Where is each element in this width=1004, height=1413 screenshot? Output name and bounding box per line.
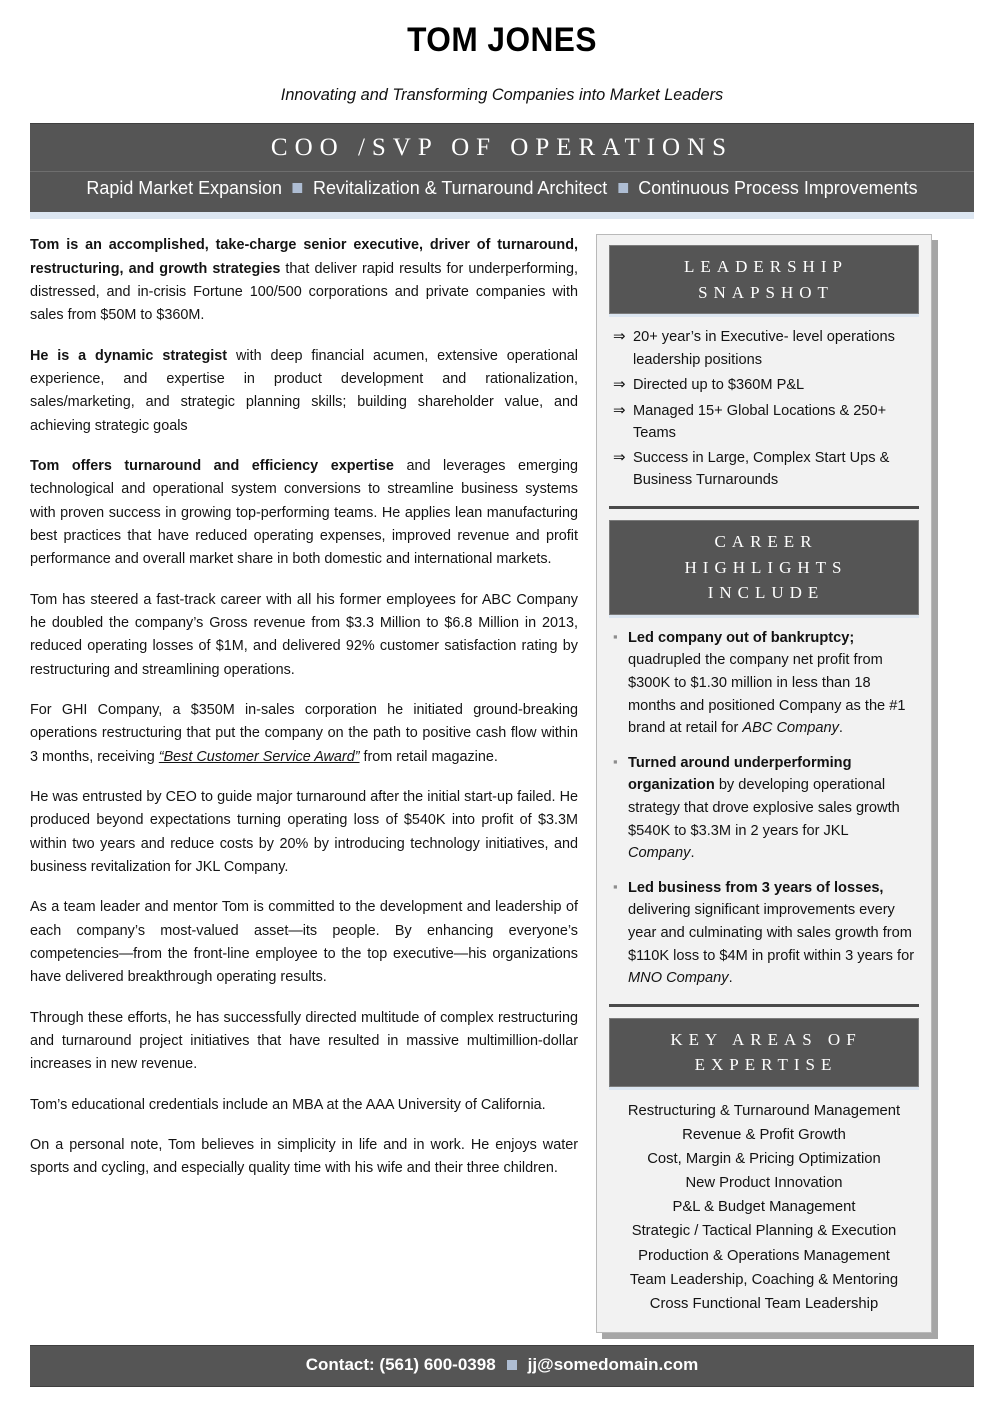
career-highlight-item: [613, 752, 915, 865]
company-name: MNO Company: [628, 970, 729, 987]
career-highlight-text: Turned around underperforming organization by developing operational strategy that drove explosive sales growth $540K to $3.3M in 2 years for JKL Company.: [628, 754, 900, 862]
heading-line-1: CAREER: [714, 532, 818, 552]
candidate-name: TOM JONES: [407, 21, 597, 59]
sidebar-column: [596, 234, 956, 1332]
summary-paragraph: He is a dynamic strategist with deep financial acumen, extensive operational experience, and expertise in product development and rationalization, sales/marketing, and strategic planning skills; building shareholder value, and achieving strategic goals: [30, 347, 579, 434]
company-name: ABC Company: [742, 720, 839, 737]
paragraph-lead: Tom is an accomplished, take-charge senior executive, driver of turnaround, restructuring, and growth strategies: [30, 237, 578, 277]
summary-paragraph: Tom is an accomplished, take-charge senior executive, driver of turnaround, restructuring, and growth strategies that deliver rapid results for underperforming, distressed, and in-crisis Fortune 100/500 corporations and private companies with sales from $50M to $360M.: [30, 237, 578, 324]
key-areas-list: [613, 1099, 915, 1316]
section-key-areas: [609, 1018, 919, 1320]
leadership-snapshot-list: [613, 326, 915, 491]
specialty-1: Rapid Market Expansion: [86, 177, 282, 199]
key-area-item: Strategic / Tactical Planning & Execution: [631, 1223, 897, 1240]
leadership-snapshot-item: [613, 326, 915, 370]
career-highlight-item: [613, 877, 915, 990]
square-bullet-icon: ▪: [613, 628, 618, 644]
contact-footer-inner: [30, 1346, 974, 1386]
leadership-snapshot-item: [613, 374, 915, 397]
career-highlights-list: [613, 627, 915, 990]
career-highlight-lead: Led business from 3 years of losses,: [628, 879, 884, 896]
leadership-snapshot-heading: [609, 245, 919, 314]
double-arrow-icon: ⇒: [613, 448, 626, 466]
square-separator-icon: [507, 1360, 517, 1370]
leadership-snapshot-item-label: 20+ year’s in Executive- level operations leadership positions: [633, 329, 895, 368]
heading-line-2: EXPERTISE: [694, 1055, 838, 1075]
career-highlights-body: [609, 618, 919, 996]
summary-column: [30, 234, 596, 1180]
square-separator-icon: [618, 183, 628, 193]
key-area-item: Cost, Margin & Pricing Optimization: [647, 1151, 881, 1168]
award-title: “Best Customer Service Award”: [158, 748, 360, 765]
leadership-snapshot-body: [609, 317, 919, 498]
summary-paragraph-list: [30, 234, 578, 1180]
key-area-item: P&L & Budget Management: [672, 1199, 856, 1216]
career-highlight-lead: Led company out of bankruptcy;: [628, 629, 855, 646]
key-area-item: Production & Operations Management: [638, 1247, 890, 1264]
square-separator-icon: [293, 183, 303, 193]
heading-line-1: LEADERSHIP: [684, 257, 848, 277]
leadership-snapshot-item: [613, 447, 915, 491]
section-career-highlights: [609, 520, 919, 1007]
sidebar-card: [596, 234, 932, 1332]
key-area-item: Cross Functional Team Leadership: [649, 1295, 879, 1312]
heading-line-1: KEY AREAS OF: [670, 1029, 862, 1049]
double-arrow-icon: ⇒: [613, 401, 626, 419]
double-arrow-icon: ⇒: [613, 375, 626, 393]
summary-paragraph: Tom offers turnaround and efficiency expertise and leverages emerging technological and operational system conversions to streamline business systems with proven success in growing top-performing teams. He applies lean manufacturing best practices that have reduced operating expenses, improved revenue and profit performance and overall market share in both domestic and international markets.: [30, 458, 578, 568]
key-areas-heading: [609, 1018, 919, 1087]
header: [0, 0, 1004, 105]
company-name: Company: [628, 845, 691, 862]
key-area-item: Revenue & Profit Growth: [682, 1126, 846, 1143]
career-highlight-lead: Turned around underperforming organization: [628, 754, 852, 794]
summary-paragraph: Through these efforts, he has successfully directed multitude of complex restructuring and turnaround project initiatives that have resulted in massive multimillion-dollar increases in new revenue.: [30, 1009, 578, 1073]
paragraph-lead: He is a dynamic strategist: [30, 347, 228, 364]
double-arrow-icon: ⇒: [613, 328, 626, 346]
heading-line-2: HIGHLIGHTS: [684, 557, 848, 577]
key-area-item: Team Leadership, Coaching & Mentoring: [629, 1271, 899, 1288]
summary-paragraph: On a personal note, Tom believes in simplicity in life and in work. He enjoys water sports and cycling, and especially quality time with his wife and their three children.: [30, 1136, 578, 1177]
summary-paragraph: Tom’s educational credentials include an MBA at the AAA University of California.: [30, 1096, 546, 1113]
summary-paragraph: For GHI Company, a $350M in-sales corporation he initiated ground-breaking operations restructuring that put the company on the path to positive cash flow within 3 months, receiving “Best Customer Service Award” from retail magazine.: [30, 701, 578, 765]
career-highlight-item: [613, 627, 915, 740]
specialties-row: [44, 172, 960, 206]
leadership-snapshot-item: [613, 400, 915, 444]
section-divider: [609, 506, 919, 509]
leadership-snapshot-item-label: Managed 15+ Global Locations & 250+ Teams: [633, 402, 887, 441]
section-divider: [609, 1004, 919, 1007]
paragraph-lead: Tom offers turnaround and efficiency expertise: [30, 458, 394, 475]
contact-email[interactable]: jj@somedomain.com: [527, 1355, 699, 1374]
header-accent-rule: [30, 212, 974, 219]
specialty-2: Revitalization & Turnaround Architect: [312, 177, 608, 199]
key-area-item: Restructuring & Turnaround Management: [627, 1102, 901, 1119]
heading-line-2: SNAPSHOT: [698, 282, 834, 302]
role-title: COO /SVP OF OPERATIONS: [270, 134, 734, 162]
contact-footer: [30, 1345, 974, 1387]
heading-line-3: INCLUDE: [707, 583, 825, 603]
career-highlight-text: Led company out of bankruptcy; quadrupled the company net profit from $300K to $1.30 million in less than 18 months and positioned Company as the #1 brand at retail for ABC Company.: [628, 629, 906, 737]
career-highlights-heading: [609, 520, 919, 615]
square-bullet-icon: ▪: [613, 753, 618, 769]
section-leadership-snapshot: [609, 245, 919, 509]
contact-phone: Contact: (561) 600-0398: [305, 1355, 496, 1374]
key-areas-body: [609, 1090, 919, 1320]
career-highlight-text: Led business from 3 years of losses, delivering significant improvements every year and culminating with sales growth from $110K loss to $4M in profit within 3 years for MNO Company.: [628, 879, 915, 987]
key-area-item: New Product Innovation: [685, 1175, 843, 1192]
body-columns: [0, 234, 1004, 1332]
summary-paragraph: As a team leader and mentor Tom is committed to the development and leadership of each company’s most-valued asset—its people. By enhancing everyone’s competencies—from the front-line employee to the top executive—his organizations have delivered breakthrough operating results.: [30, 899, 578, 986]
summary-paragraph: Tom has steered a fast-track career with all his former employees for ABC Company he doubled the company’s Gross revenue from $3.3 Million to $6.8 Million in 2013, reduced operating losses of $1M, and delivered 92% customer satisfaction rating by restructuring and streamlining operations.: [30, 591, 578, 678]
leadership-snapshot-item-label: Success in Large, Complex Start Ups & Business Turnarounds: [633, 449, 890, 489]
leadership-snapshot-item-label: Directed up to $360M P&L: [633, 376, 805, 393]
role-band: [30, 123, 974, 212]
candidate-tagline: Innovating and Transforming Companies into Market Leaders: [280, 85, 724, 105]
specialty-3: Continuous Process Improvements: [638, 177, 918, 199]
summary-paragraph: He was entrusted by CEO to guide major turnaround after the initial start-up failed. He produced beyond expectations turning operating loss of $540K into profit of $3.3M within two years and reduce costs by 20% by introducing technology initiatives, and business revitalization for JKL Company.: [30, 788, 578, 875]
square-bullet-icon: ▪: [613, 878, 618, 894]
